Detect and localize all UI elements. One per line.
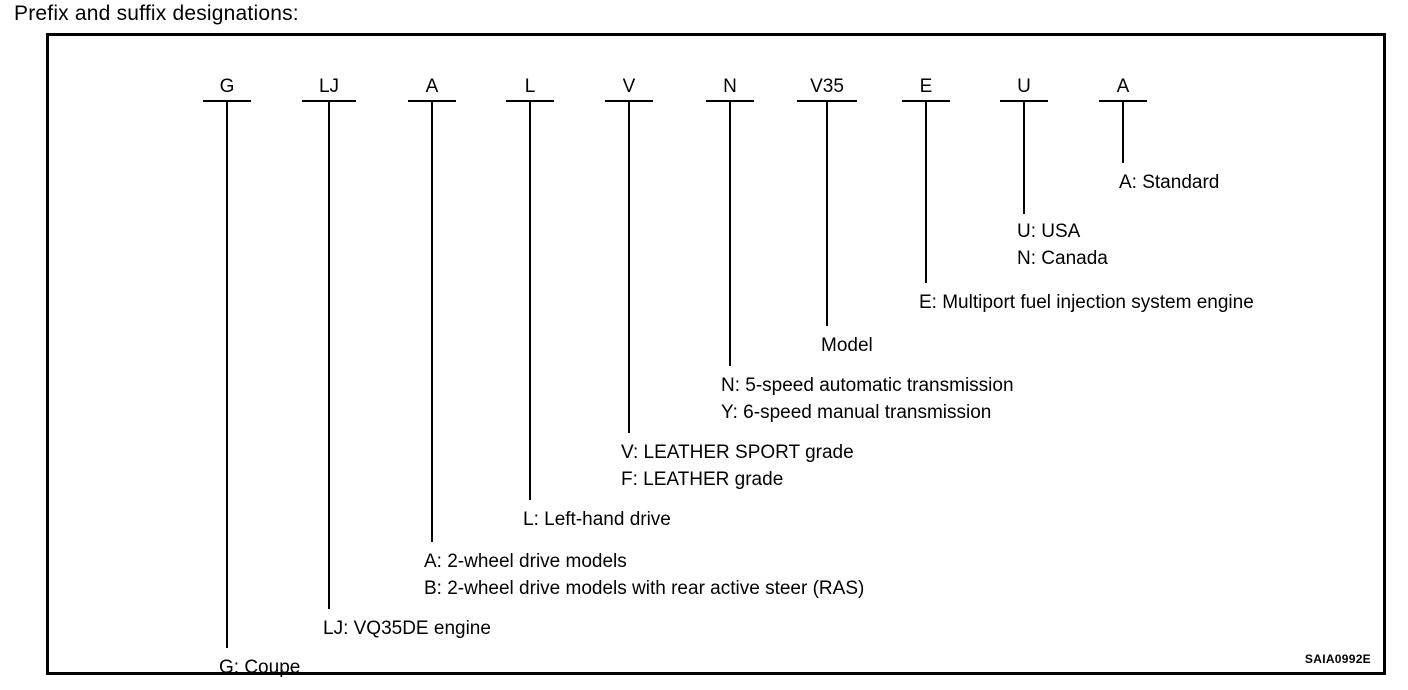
code-token: E (919, 76, 933, 97)
code-token: N (723, 76, 737, 97)
callout-description (721, 372, 1014, 426)
code-token: LJ (318, 76, 340, 97)
leader-line (431, 102, 433, 542)
callout-description-line: A: Standard (1119, 172, 1220, 193)
callout-description-line: Model (821, 335, 873, 356)
leader-line (328, 102, 330, 609)
callout-description (621, 439, 854, 493)
code-token: A (1116, 76, 1130, 97)
callout-description (1119, 169, 1219, 196)
leader-line (729, 102, 731, 366)
callout-description-line: N: Canada (1017, 248, 1108, 269)
diagram-frame (46, 33, 1386, 678)
callout-description (523, 506, 671, 533)
leader-line (1122, 102, 1124, 163)
callout-description-line: A: 2-wheel drive models (424, 551, 627, 572)
leader-line (1023, 102, 1025, 214)
callout-description-line: B: 2-wheel drive models with rear active steer (RAS) (424, 578, 865, 599)
leader-line (826, 102, 828, 326)
callout-description (219, 654, 300, 681)
callout-description-line: G: Coupe (219, 657, 301, 678)
callout-description-line: U: USA (1017, 221, 1081, 242)
code-token: V (622, 76, 636, 97)
code-token: A (425, 76, 439, 97)
callout-description (919, 289, 1254, 316)
callout-description-line: LJ: VQ35DE engine (323, 618, 491, 639)
code-token: L (524, 76, 536, 97)
callout-description-line: N: 5-speed automatic transmission (721, 375, 1014, 396)
leader-line (628, 102, 630, 433)
callout-description (1017, 218, 1108, 272)
code-token: V35 (810, 76, 844, 97)
callout-description-line: V: LEATHER SPORT grade (621, 442, 854, 463)
callout-description (821, 332, 873, 359)
callout-description-line: F: LEATHER grade (621, 469, 784, 490)
leader-line (226, 102, 228, 648)
code-token: U (1017, 76, 1031, 97)
figure-code-label: SAIA0992E (1304, 652, 1371, 666)
callout-description (323, 615, 491, 642)
leader-line (925, 102, 927, 283)
callout-description (424, 548, 864, 602)
page-title: Prefix and suffix designations: (14, 2, 299, 25)
callout-description-line: E: Multiport fuel injection system engine (919, 292, 1254, 313)
callout-description-line: Y: 6-speed manual transmission (721, 402, 992, 423)
code-token: G (219, 76, 235, 97)
callout-description-line: L: Left-hand drive (523, 509, 671, 530)
leader-line (529, 102, 531, 500)
